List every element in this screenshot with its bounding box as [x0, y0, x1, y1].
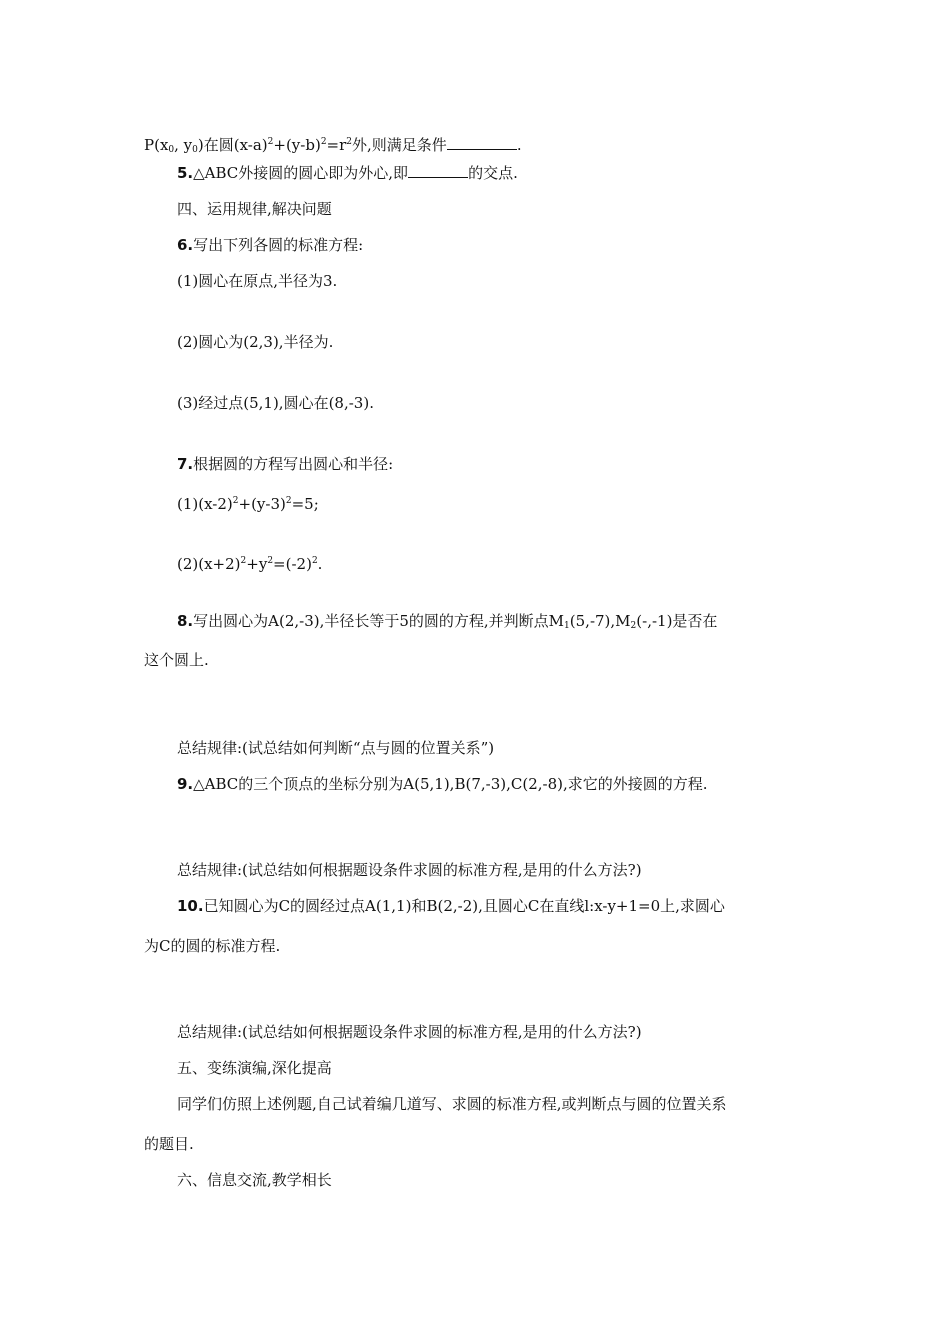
text-segment: )在圆(x-a) [197, 136, 268, 154]
question-7-part-2 [177, 551, 322, 574]
question-text: 的交点. [468, 164, 518, 182]
summary-rule: 总结规律:(试总结如何根据题设条件求圆的标准方程,是用的什么方法?) [177, 861, 642, 879]
paragraph-exercise: 同学们仿照上述例题,自己试着编几道写、求圆的标准方程,或判断点与圆的位置关系 [177, 1095, 727, 1113]
text-segment: =r [326, 136, 347, 154]
question-text: 写出圆心为A(2,-3),半径长等于5的圆的方程,并判断点M [193, 612, 565, 630]
question-text: 写出下列各圆的标准方程: [193, 236, 364, 254]
question-7 [177, 454, 393, 474]
superscript: 2 [240, 556, 247, 566]
question-6-part-2: (2)圆心为(2,3),半径为. [177, 333, 334, 351]
fill-in-blank[interactable] [447, 135, 517, 150]
fill-in-blank[interactable] [408, 163, 468, 178]
question-number: 8. [177, 612, 194, 630]
text-segment: =5; [291, 495, 319, 513]
superscript: 2 [320, 137, 327, 147]
superscript: 2 [267, 556, 274, 566]
question-text: △ABC的三个顶点的坐标分别为A(5,1),B(7,-3),C(2,-8),求它的外接圆的方程. [193, 775, 708, 793]
subscript: 1 [564, 621, 570, 631]
text-segment: . [317, 555, 323, 573]
line-point-outside-circle [144, 132, 522, 160]
question-6 [177, 235, 363, 255]
question-6-part-1: (1)圆心在原点,半径为3. [177, 272, 338, 290]
subscript: 0 [192, 145, 198, 155]
question-number: 6. [177, 236, 194, 254]
question-7-part-1 [177, 491, 319, 514]
text-segment: (1)(x-2) [177, 495, 233, 513]
question-number: 9. [177, 775, 194, 793]
summary-rule: 总结规律:(试总结如何根据题设条件求圆的标准方程,是用的什么方法?) [177, 1023, 642, 1041]
text-segment: =(-2) [273, 555, 312, 573]
question-8-continued: 这个圆上. [144, 651, 209, 669]
text-segment: +(y-3) [238, 495, 286, 513]
text-segment: 外,则满足条件 [352, 136, 447, 154]
text-segment: (2)(x+2) [177, 555, 241, 573]
text-segment: +(y-b) [273, 136, 321, 154]
subscript: 0 [168, 145, 175, 155]
subscript: 2 [630, 621, 637, 631]
question-number: 7. [177, 455, 194, 473]
question-9 [177, 774, 708, 794]
paragraph-exercise-continued: 的题目. [144, 1135, 194, 1153]
superscript: 2 [285, 496, 292, 506]
superscript: 2 [232, 496, 239, 506]
question-number: 5. [177, 164, 194, 182]
superscript: 2 [346, 137, 353, 147]
text-segment: P(x [144, 136, 169, 154]
question-text: 已知圆心为C的圆经过点A(1,1)和B(2,-2),且圆心C在直线l:x-y+1=0上,求圆心 [203, 897, 725, 915]
question-text: 根据圆的方程写出圆心和半径: [193, 455, 394, 473]
question-8 [177, 611, 717, 636]
superscript: 2 [311, 556, 318, 566]
question-text: (5,-7),M [569, 612, 631, 630]
text-segment: , y [174, 136, 193, 154]
section-heading-4: 四、运用规律,解决问题 [177, 200, 332, 218]
summary-rule: 总结规律:(试总结如何判断“点与圆的位置关系”) [177, 739, 495, 757]
question-number: 10. [177, 897, 204, 915]
question-6-part-3: (3)经过点(5,1),圆心在(8,-3). [177, 394, 374, 412]
question-10-continued: 为C的圆的标准方程. [144, 937, 281, 955]
text-segment: +y [246, 555, 268, 573]
question-text: (-,-1)是否在 [636, 612, 718, 630]
text-segment: . [516, 136, 522, 154]
question-5 [177, 163, 518, 183]
section-heading-6: 六、信息交流,教学相长 [177, 1171, 332, 1189]
section-heading-5: 五、变练演编,深化提高 [177, 1059, 332, 1077]
question-10 [177, 896, 725, 916]
question-text: △ABC外接圆的圆心即为外心,即 [193, 164, 409, 182]
superscript: 2 [267, 137, 274, 147]
